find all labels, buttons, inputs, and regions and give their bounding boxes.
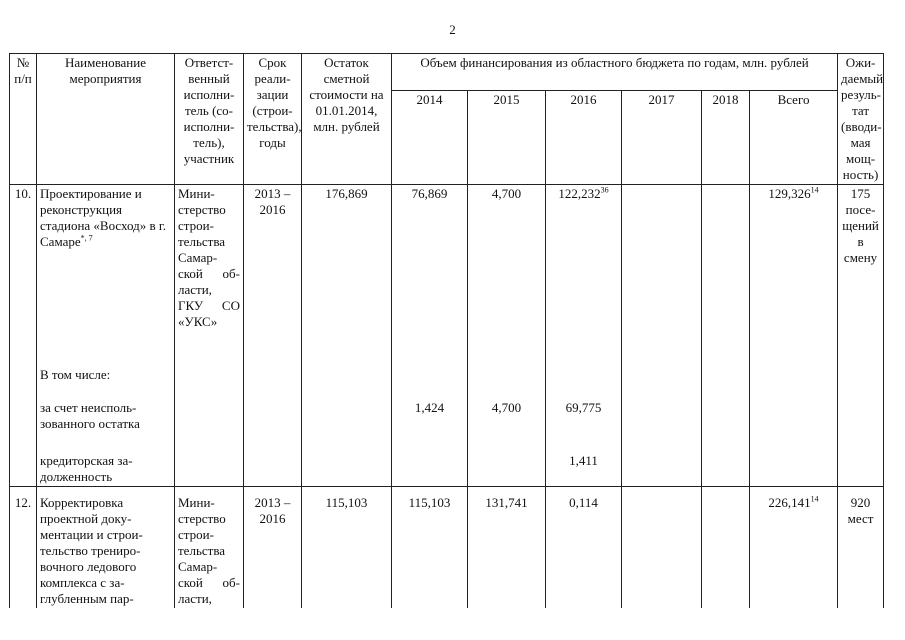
row-y2015: 4,700 bbox=[468, 185, 546, 332]
row-expected: 920 мест bbox=[838, 487, 884, 609]
subtotal-label: В том числе: bbox=[37, 331, 175, 384]
table-row bbox=[10, 185, 884, 332]
row-remainder: 115,103 bbox=[302, 487, 392, 609]
row-responsible: Мини-стерство строи-тельства Самар-ской об-ласти, bbox=[175, 487, 244, 609]
header-year-2018: 2018 bbox=[702, 91, 750, 185]
row-total-footnote: 14 bbox=[810, 494, 819, 504]
row-y2018 bbox=[702, 185, 750, 332]
row-y2017 bbox=[622, 185, 702, 332]
header-expected: Ожи-даемый резуль-тат (вводи-мая мощ-ность) bbox=[838, 54, 884, 185]
row-y2016: 69,775 bbox=[546, 384, 622, 433]
header-year-2015: 2015 bbox=[468, 91, 546, 185]
row-name: Корректировка проектной доку-ментации и строи-тельство трениро-вочного ледового комплекса с за-глубленным пар- bbox=[37, 487, 175, 609]
header-year-2016: 2016 bbox=[546, 91, 622, 185]
page-number: 2 bbox=[449, 22, 456, 37]
table-row bbox=[10, 487, 884, 609]
row-y2015: 4,700 bbox=[468, 384, 546, 433]
table-row bbox=[10, 433, 884, 487]
row-y2014: 1,424 bbox=[392, 384, 468, 433]
row-total-footnote: 14 bbox=[810, 185, 819, 195]
header-year-2017: 2017 bbox=[622, 91, 702, 185]
row-y2014: 76,869 bbox=[392, 185, 468, 332]
header-total: Всего bbox=[750, 91, 838, 185]
row-name: за счет неисполь-зованного остатка bbox=[37, 384, 175, 433]
row-term: 2013 – 2016 bbox=[244, 487, 302, 609]
row-y2016: 0,114 bbox=[546, 487, 622, 609]
row-y2016: 122,232$^{36}$ bbox=[546, 185, 622, 332]
row-num: 12. bbox=[10, 487, 37, 609]
header-term: Срок реали-зации (строи-тельства), годы bbox=[244, 54, 302, 185]
row-num: 10. bbox=[10, 185, 37, 332]
row-y2016: 1,411 bbox=[546, 433, 622, 487]
row-total: 129,326$^{14}$ bbox=[750, 185, 838, 332]
row-expected: 175 посе-щений в смену bbox=[838, 185, 884, 332]
table-row bbox=[10, 384, 884, 433]
financing-table bbox=[9, 53, 884, 608]
header-responsible: Ответст-венный исполни-тель (со-исполни-тель), участник bbox=[175, 54, 244, 185]
row-total: 226,141$^{14}$ bbox=[750, 487, 838, 609]
row-term: 2013 – 2016 bbox=[244, 185, 302, 332]
header-num: № п/п bbox=[10, 54, 37, 185]
row-y2016-footnote: 36 bbox=[600, 185, 609, 195]
row-name: кредиторская за-долженность bbox=[37, 433, 175, 487]
table-row bbox=[10, 331, 884, 384]
row-responsible: Мини-стерство строи-тельства Самар-ской об-ласти, ГКУ СО «УКС» bbox=[175, 185, 244, 332]
header-year-2014: 2014 bbox=[392, 91, 468, 185]
row-y2014: 115,103 bbox=[392, 487, 468, 609]
header-funding-title: Объем финансирования из областного бюджета по годам, млн. рублей bbox=[392, 54, 838, 91]
header-remainder: Остаток сметной стоимости на 01.01.2014, млн. рублей bbox=[302, 54, 392, 185]
header-name: Наименование мероприятия bbox=[37, 54, 175, 185]
row-name-footnote: *, 7 bbox=[80, 233, 93, 243]
row-name: Проектирование и реконструкция стадиона «Восход» в г. Самаре$^{*, 7}$ bbox=[37, 185, 175, 332]
row-y2015: 131,741 bbox=[468, 487, 546, 609]
row-remainder: 176,869 bbox=[302, 185, 392, 332]
